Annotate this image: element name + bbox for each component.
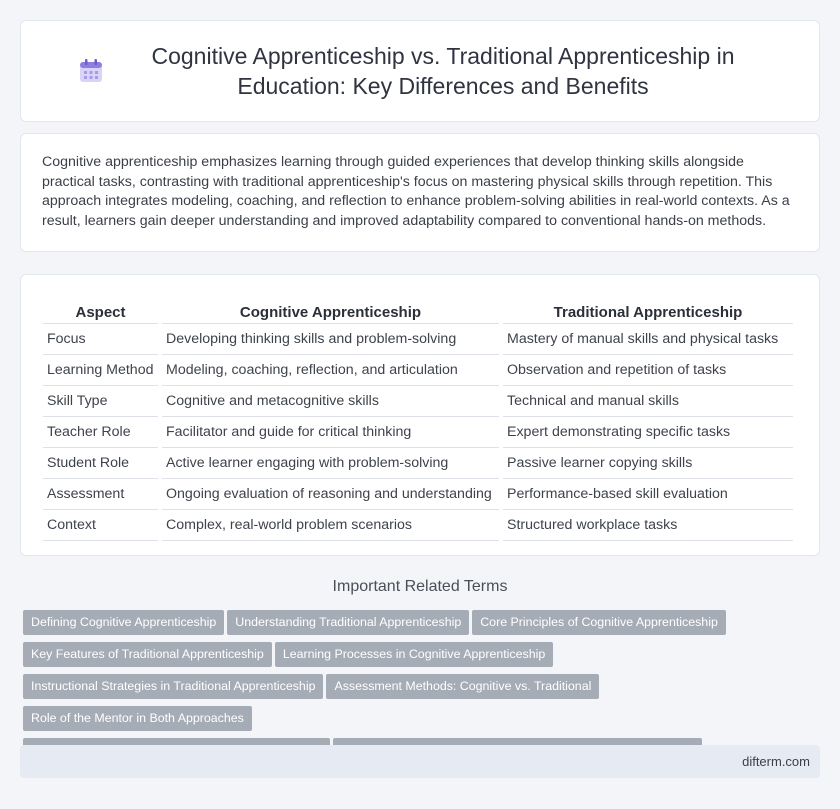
table-row xyxy=(43,386,793,417)
term-tag[interactable]: Assessment Methods: Cognitive vs. Traditional xyxy=(326,674,599,699)
cell-aspect: Skill Type xyxy=(43,386,158,417)
term-tag[interactable]: Core Principles of Cognitive Apprenticeship xyxy=(472,610,726,635)
table-row xyxy=(43,324,793,355)
term-tag[interactable]: Role of the Mentor in Both Approaches xyxy=(23,706,252,731)
cell-cognitive: Cognitive and metacognitive skills xyxy=(162,386,499,417)
table-row xyxy=(43,510,793,541)
cell-aspect: Assessment xyxy=(43,479,158,510)
cell-traditional: Performance-based skill evaluation xyxy=(503,479,793,510)
cell-aspect: Context xyxy=(43,510,158,541)
page-title: Cognitive Apprenticeship vs. Traditional Apprenticeship in Education: Key Differences and Benefits xyxy=(151,43,735,99)
cell-cognitive: Developing thinking skills and problem-solving xyxy=(162,324,499,355)
cell-traditional: Structured workplace tasks xyxy=(503,510,793,541)
cell-aspect: Student Role xyxy=(43,448,158,479)
footer xyxy=(20,745,820,778)
cell-traditional: Mastery of manual skills and physical tasks xyxy=(503,324,793,355)
cell-cognitive: Facilitator and guide for critical thinking xyxy=(162,417,499,448)
cell-traditional: Technical and manual skills xyxy=(503,386,793,417)
footer-site-link[interactable]: difterm.com xyxy=(742,754,810,769)
cell-aspect: Learning Method xyxy=(43,355,158,386)
term-tag[interactable]: Defining Cognitive Apprenticeship xyxy=(23,610,224,635)
cell-aspect: Focus xyxy=(43,324,158,355)
intro-paragraph: Cognitive apprenticeship emphasizes learning through guided experiences that develop thinking skills alongside practical tasks, contrasting with traditional apprenticeship's focus on mastering physical skills through repetition. This approach integrates modeling, coaching, and reflection to enhance problem-solving abilities in real-world contexts. As a result, learners gain deeper understanding and improved adaptability compared to conventional hands-on methods. xyxy=(42,154,790,229)
cell-aspect: Teacher Role xyxy=(43,417,158,448)
term-tag[interactable]: Key Features of Traditional Apprenticeship xyxy=(23,642,272,667)
term-tag[interactable]: Instructional Strategies in Traditional Apprenticeship xyxy=(23,674,323,699)
title-card xyxy=(20,20,820,122)
calendar-icon xyxy=(77,57,105,85)
table-row xyxy=(43,448,793,479)
comparison-table xyxy=(39,297,797,541)
cell-cognitive: Complex, real-world problem scenarios xyxy=(162,510,499,541)
intro-card xyxy=(20,133,820,252)
comparison-card xyxy=(20,274,820,556)
cell-traditional: Passive learner copying skills xyxy=(503,448,793,479)
table-header-row xyxy=(43,297,793,324)
cell-traditional: Observation and repetition of tasks xyxy=(503,355,793,386)
term-tag[interactable]: Learning Processes in Cognitive Apprenticeship xyxy=(275,642,553,667)
header-cognitive: Cognitive Apprenticeship xyxy=(162,297,499,324)
term-tag[interactable]: Understanding Traditional Apprenticeship xyxy=(227,610,469,635)
cell-cognitive: Active learner engaging with problem-solving xyxy=(162,448,499,479)
title-wrap xyxy=(77,41,763,101)
header-aspect: Aspect xyxy=(43,297,158,324)
cell-cognitive: Ongoing evaluation of reasoning and understanding xyxy=(162,479,499,510)
related-terms-heading: Important Related Terms xyxy=(332,578,508,595)
table-row xyxy=(43,355,793,386)
header-traditional: Traditional Apprenticeship xyxy=(503,297,793,324)
cell-cognitive: Modeling, coaching, reflection, and articulation xyxy=(162,355,499,386)
cell-traditional: Expert demonstrating specific tasks xyxy=(503,417,793,448)
table-row xyxy=(43,479,793,510)
table-row xyxy=(43,417,793,448)
